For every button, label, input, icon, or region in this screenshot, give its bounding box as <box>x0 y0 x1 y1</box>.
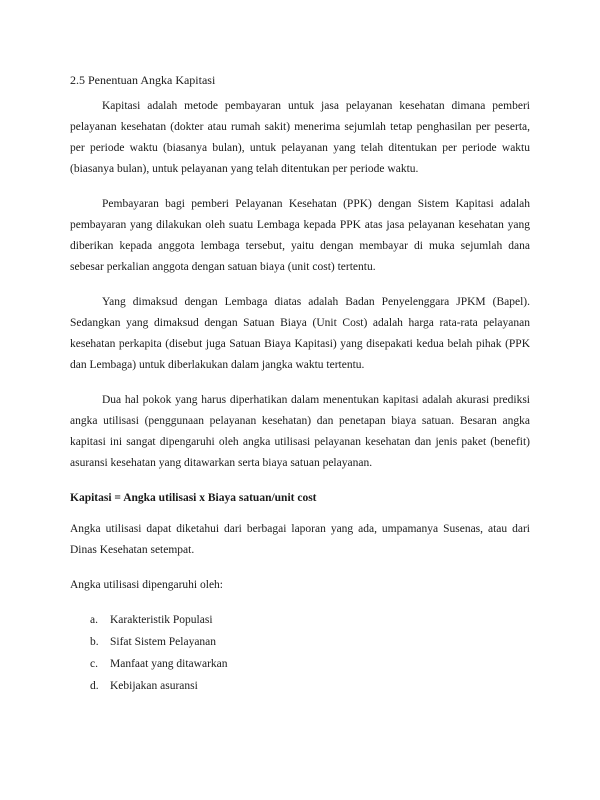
paragraph-key-points: Dua hal pokok yang harus diperhatikan dalam menentukan kapitasi adalah akurasi prediksi angka utilisasi (penggunaan pelayanan kesehatan) dan penetapan biaya satuan. Besaran angka kapitasi ini sangat dipengaruhi oleh angka utilisasi pelayanan kesehatan dan jenis paket (benefit) asuransi kesehatan yang ditawarkan serta biaya satuan pelayanan. <box>70 394 530 469</box>
list-item <box>90 654 530 675</box>
capitation-formula: Kapitasi = Angka utilisasi x Biaya satuan/unit cost <box>70 492 317 504</box>
section-heading: 2.5 Penentuan Angka Kapitasi <box>70 73 216 87</box>
list-marker: b. <box>90 636 99 648</box>
list-item <box>90 610 530 631</box>
list-item-text: Karakteristik Populasi <box>110 614 213 626</box>
list-item-text: Sifat Sistem Pelayanan <box>110 636 217 648</box>
paragraph-payment: Pembayaran bagi pemberi Pelayanan Kesehatan (PPK) dengan Sistem Kapitasi adalah pembayaran yang dilakukan oleh suatu Lembaga kepada PPK atas jasa pelayanan kesehatan yang diberikan kepada anggota lembaga tersebut, yaitu dengan membayar di muka sejumlah dana sebesar perkalian anggota dengan satuan biaya (unit cost) tertentu. <box>70 198 530 273</box>
paragraph-institution: Yang dimaksud dengan Lembaga diatas adalah Badan Penyelenggara JPKM (Bapel). Sedangkan yang dimaksud dengan Satuan Biaya (Unit Cost) adalah harga rata-rata pelayanan kesehatan perkapita (disebut juga Satuan Biaya Kapitasi) yang disepakati kedua belah pihak (PPK dan Lembaga) untuk diberlakukan dalam jangka waktu tertentu. <box>70 296 530 371</box>
paragraph-utilization-source: Angka utilisasi dapat diketahui dari berbagai laporan yang ada, umpamanya Susenas, atau dari Dinas Kesehatan setempat. <box>70 523 530 556</box>
list-marker: d. <box>90 680 99 692</box>
list-item-text: Kebijakan asuransi <box>110 680 198 692</box>
factor-list <box>70 610 530 697</box>
list-item-text: Manfaat yang ditawarkan <box>110 658 228 670</box>
list-marker: c. <box>90 658 98 670</box>
list-item <box>90 676 530 697</box>
list-item <box>90 632 530 653</box>
list-intro: Angka utilisasi dipengaruhi oleh: <box>70 579 223 591</box>
list-marker: a. <box>90 614 98 626</box>
paragraph-definition: Kapitasi adalah metode pembayaran untuk jasa pelayanan kesehatan dimana pemberi pelayanan kesehatan (dokter atau rumah sakit) menerima sejumlah tetap penghasilan per peserta, per periode waktu (biasanya bulan), untuk pelayanan yang telah ditentukan per periode waktu (biasanya bulan), untuk pelayanan yang telah ditentukan per periode waktu. <box>70 100 530 175</box>
